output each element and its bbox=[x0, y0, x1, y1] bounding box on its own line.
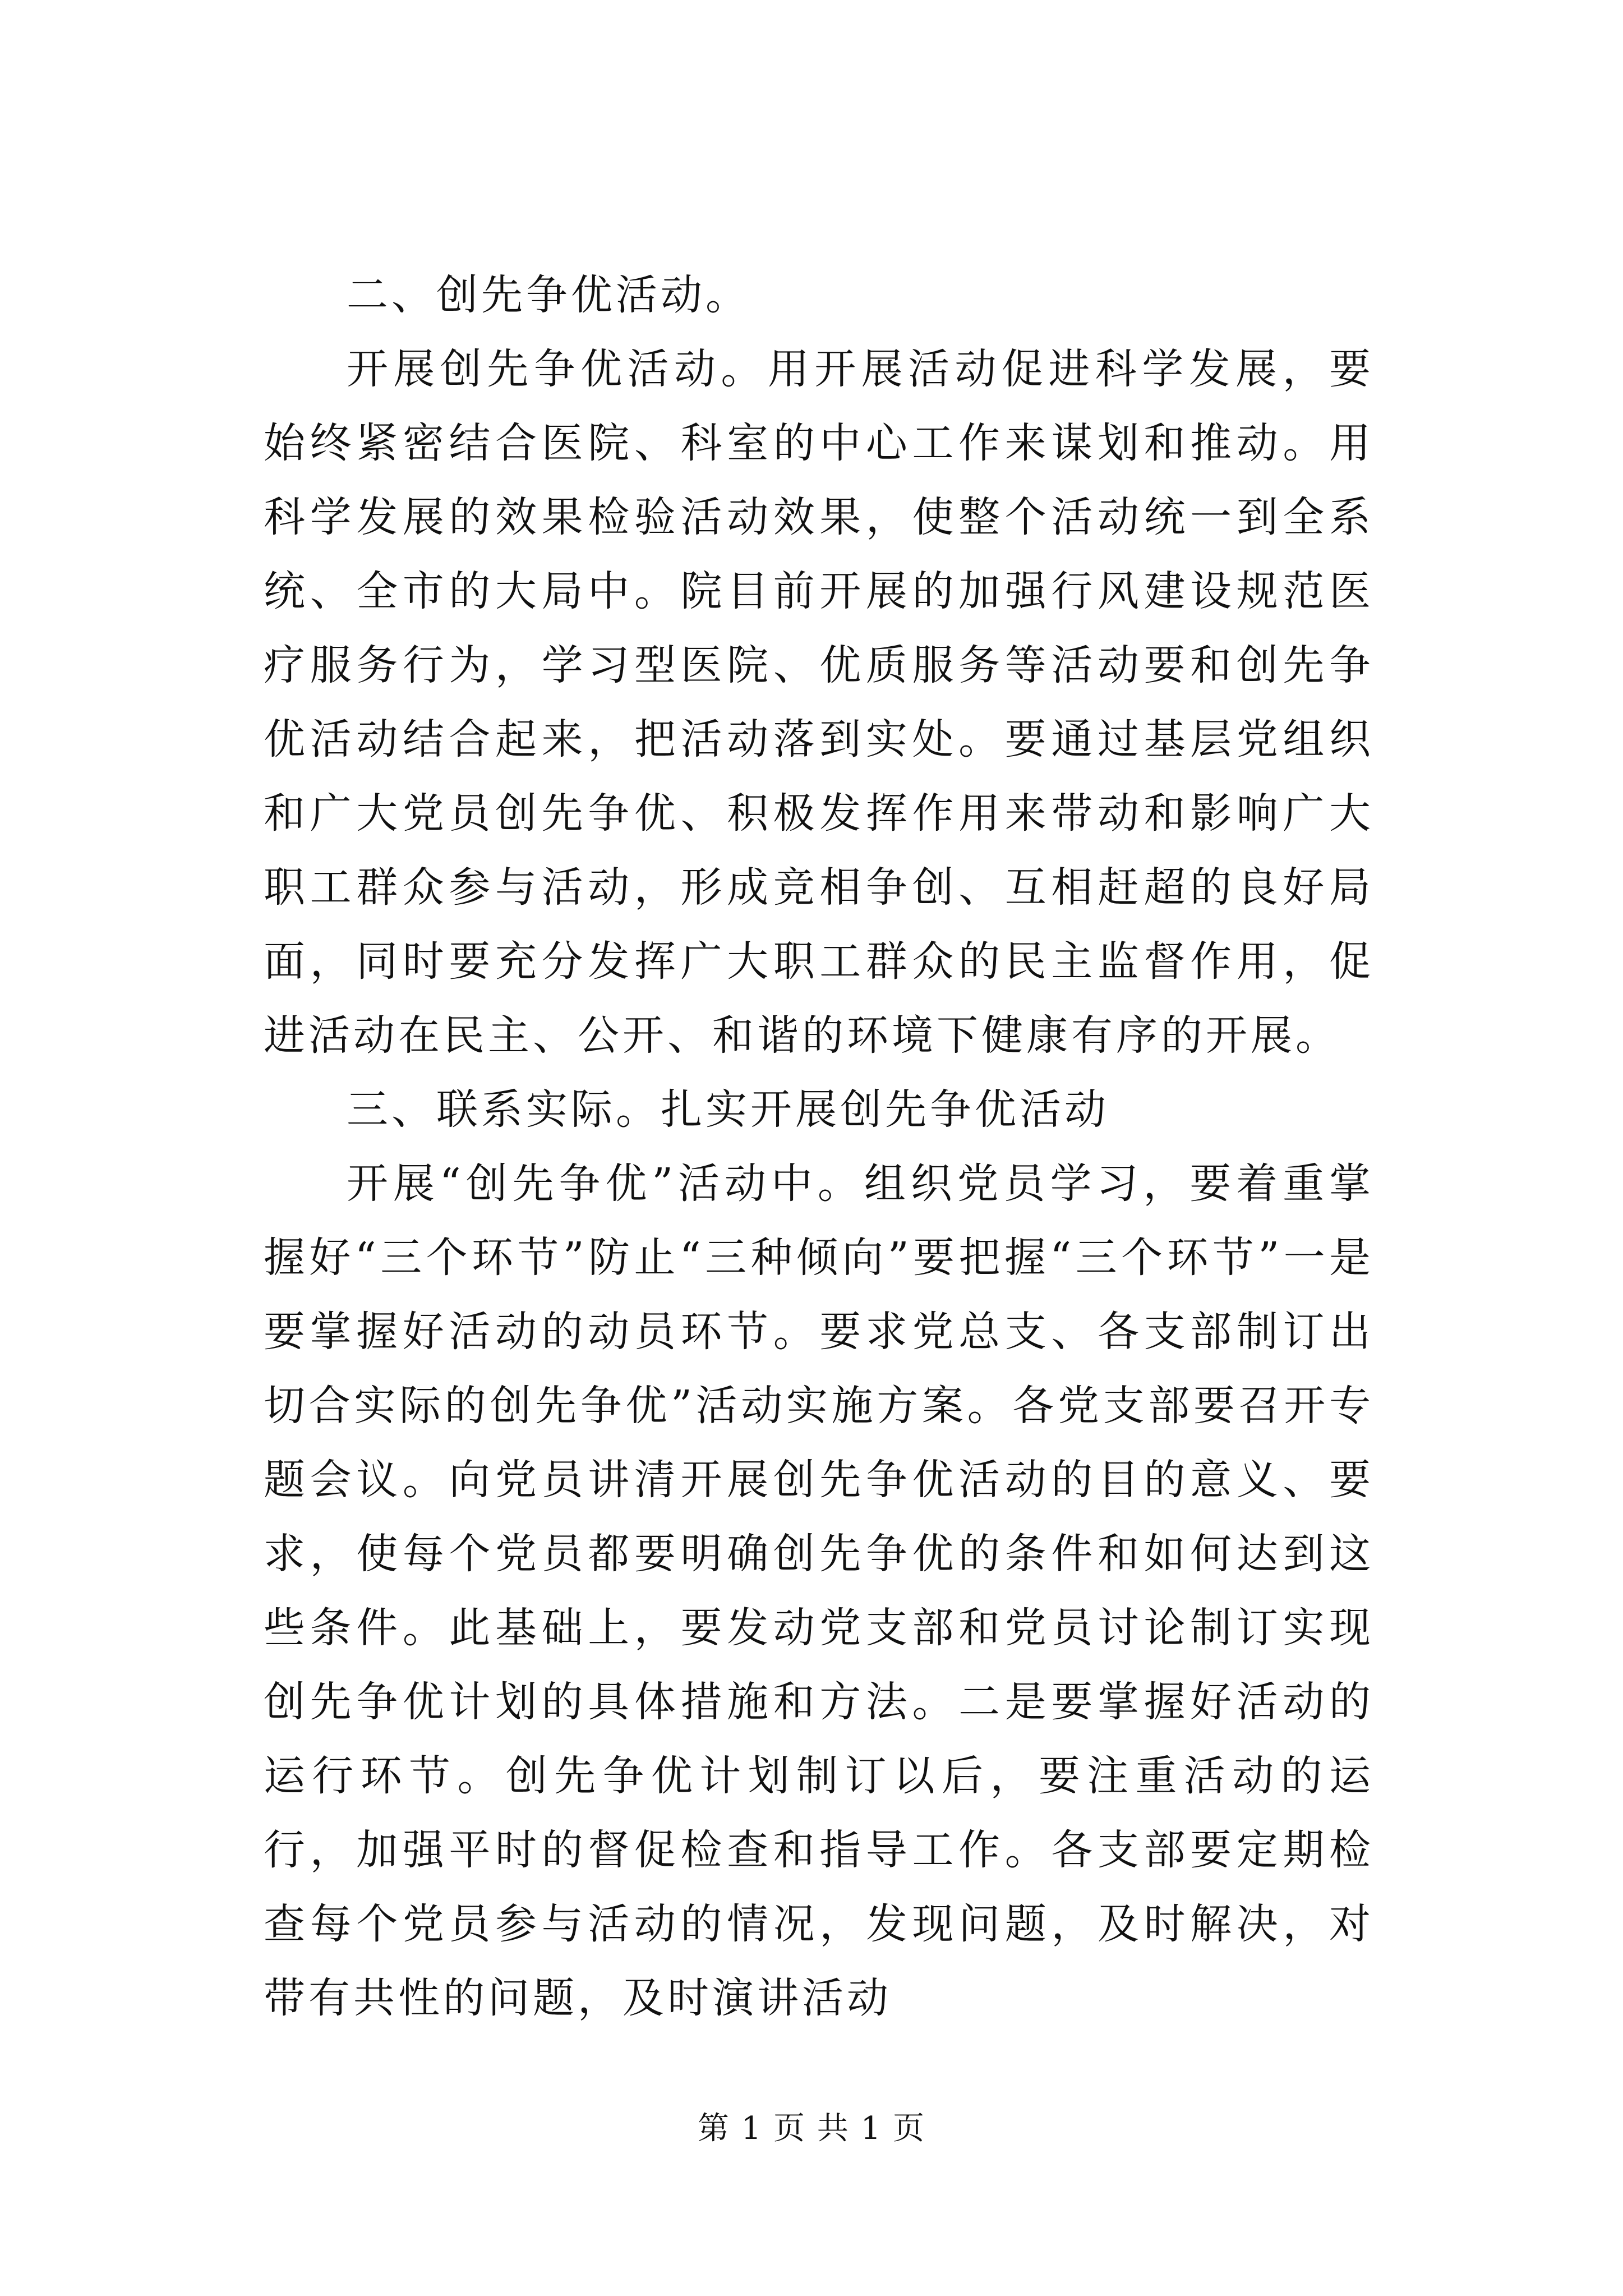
section-3-paragraph: 开展“创先争优”活动中。组织党员学习，要着重掌握好“三个环节”防止“三种倾向”要把握“三个环节”一是要掌握好活动的动员环节。要求党总支、各支部制订出切合实际的创先争优”活动实施方案。各党支部要召开专题会议。向党员讲清开展创先争优活动的目的意义、要求，使每个党员都要明确创先争优的条件和如何达到这些条件。此基础上，要发动党支部和党员讨论制订实现创先争优计划的具体措施和方法。二是要掌握好活动的运行环节。创先争优计划制订以后，要注重活动的运行，加强平时的督促检查和指导工作。各支部要定期检查每个党员参与活动的情况，发现问题，及时解决，对带有共性的问题，及时演讲活动 bbox=[264, 1159, 1374, 2022]
page-footer: 第 1 页 共 1 页 bbox=[697, 2110, 926, 2147]
document-body bbox=[264, 258, 1374, 2035]
section-2-heading: 二、创先争优活动。 bbox=[347, 271, 750, 319]
section-2-paragraph: 开展创先争优活动。用开展活动促进科学发展，要始终紧密结合医院、科室的中心工作来谋划和推动。用科学发展的效果检验活动效果，使整个活动统一到全系统、全市的大局中。院目前开展的加强行风建设规范医疗服务行为，学习型医院、优质服务等活动要和创先争优活动结合起来，把活动落到实处。要通过基层党组织和广大党员创先争优、积极发挥作用来带动和影响广大职工群众参与活动，形成竞相争创、互相赶超的良好局面，同时要充分发挥广大职工群众的民主监督作用，促进活动在民主、公开、和谐的环境下健康有序的开展。 bbox=[264, 345, 1374, 1060]
section-3-heading: 三、联系实际。扎实开展创先争优活动 bbox=[347, 1085, 1109, 1134]
